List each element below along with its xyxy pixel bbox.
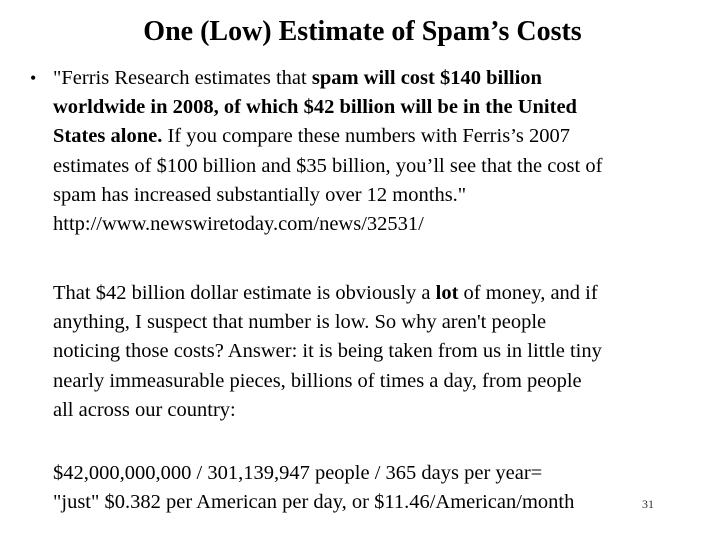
ferris-quote-paragraph <box>53 64 703 239</box>
commentary-line-1-bold: lot <box>435 282 459 304</box>
commentary-line-4: nearly immeasurable pieces, billions of times a day, from people <box>53 369 582 392</box>
quote-line-1 <box>53 64 703 93</box>
calculation-line-1: $42,000,000,000 / 301,139,947 people / 365 days per year= <box>53 462 543 484</box>
commentary-paragraph <box>53 279 703 425</box>
commentary-line-3: noticing those costs? Answer: it is being taken from us in little tiny <box>53 340 602 363</box>
commentary-line-5: all across our country: <box>53 398 236 421</box>
quote-line-3-text: If you compare these numbers with Ferris’s 2007 <box>162 125 570 148</box>
calculation-line-2: "just" $0.382 per American per day, or $11.46/American/month <box>53 491 575 514</box>
quote-line-5: spam has increased substantially over 12 months." <box>53 183 467 206</box>
quote-line-1-text: "Ferris Research estimates that <box>53 67 312 89</box>
commentary-line-1-post: of money, and if <box>458 282 598 304</box>
commentary-line-1 <box>53 279 703 308</box>
quote-line-1-bold: spam will cost $140 billion <box>311 67 542 89</box>
quote-line-2: worldwide in 2008, of which $42 billion will be in the United <box>53 96 577 119</box>
quote-line-4: estimates of $100 billion and $35 billion, you’ll see that the cost of <box>53 154 603 177</box>
commentary-line-1-pre: That $42 billion dollar estimate is obviously a <box>53 282 436 304</box>
source-url: http://www.newswiretoday.com/news/32531/ <box>53 213 424 236</box>
calculation-paragraph <box>53 459 703 517</box>
page-number: 31 <box>642 497 654 511</box>
quote-line-3 <box>53 122 703 151</box>
slide-title: One (Low) Estimate of Spam’s Costs <box>143 16 582 47</box>
bullet-marker: • <box>30 68 37 88</box>
quote-line-3-bold: States alone. <box>53 125 163 148</box>
commentary-line-2: anything, I suspect that number is low. So why aren't people <box>53 311 547 334</box>
